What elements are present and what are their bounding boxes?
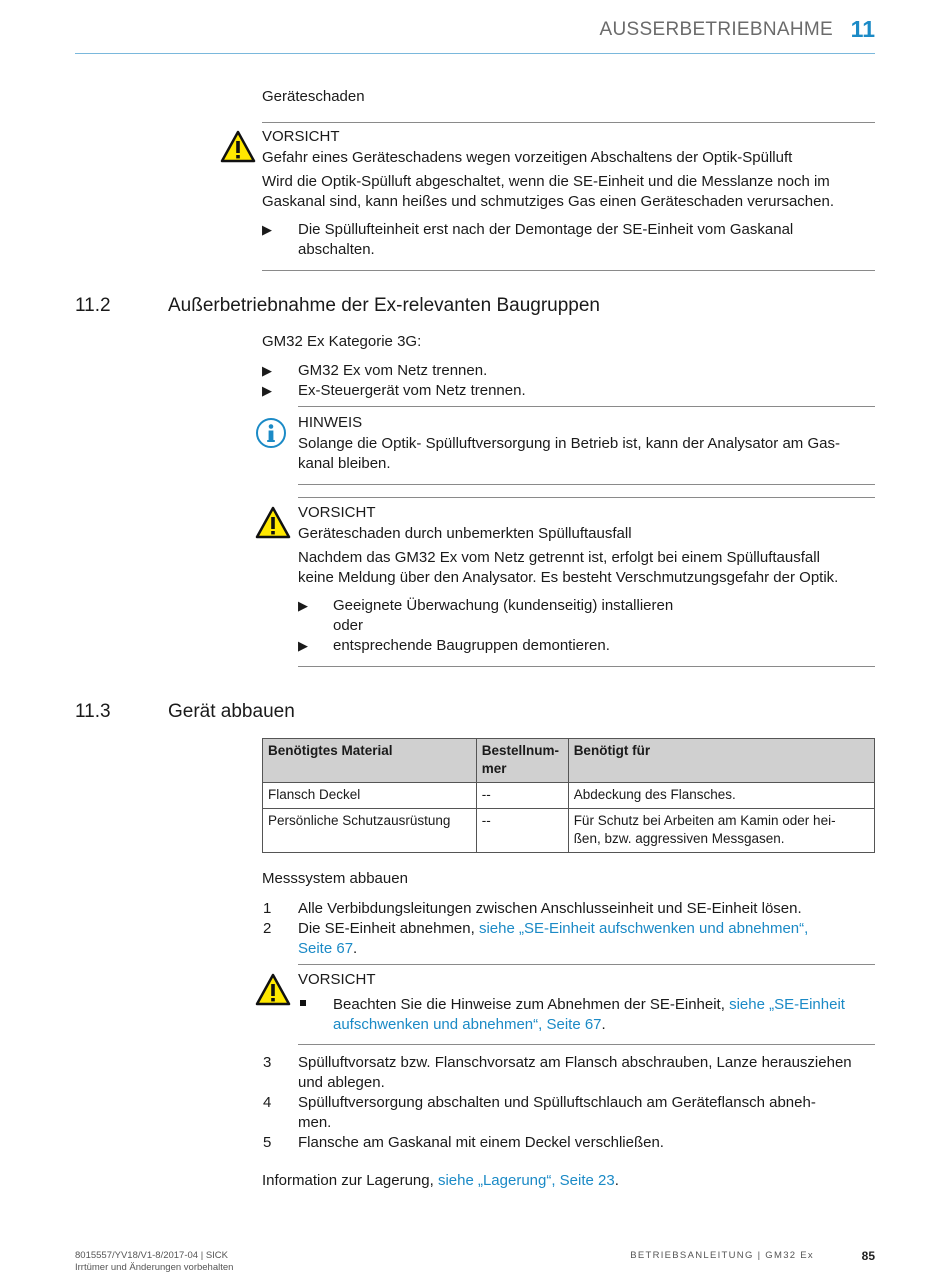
step-text: . xyxy=(353,940,358,957)
divider xyxy=(298,406,875,407)
intro-colon: : xyxy=(417,333,422,350)
subheading-geraeteschaden: Geräteschaden xyxy=(262,88,365,105)
divider xyxy=(298,964,875,965)
step-text: Die SE-Einheit abnehmen, xyxy=(298,920,479,937)
divider xyxy=(298,497,875,498)
step-number: 2 xyxy=(263,920,272,937)
subheading-messsystem: Messsystem abbauen xyxy=(262,870,408,887)
warning-triangle-icon xyxy=(255,506,291,539)
header-rule xyxy=(75,53,875,54)
numbered-step: Spülluftversorgung abschalten und Spülluftschlauch am Geräteflansch abneh- xyxy=(298,1094,816,1111)
table-cell: Abdeckung des Flansches. xyxy=(568,783,874,809)
warning-triangle-icon xyxy=(220,130,256,163)
table-cell: -- xyxy=(476,783,568,809)
footer-doc-number: 8015557/YV18/V1-8/2017-04 | SICK xyxy=(75,1250,228,1261)
numbered-step-continued: men. xyxy=(298,1114,332,1131)
arrow-bullet-icon: ▶ xyxy=(298,598,308,613)
warning-body-line: Nachdem das GM32 Ex vom Netz getrennt ist, erfolgt bei einem Spülluftausfall xyxy=(298,549,820,566)
warning-label: VORSICHT xyxy=(298,504,376,521)
action-step: entsprechende Baugruppen demontieren. xyxy=(333,637,610,654)
section-number: 11.3 xyxy=(75,701,111,722)
divider xyxy=(298,1044,875,1045)
cross-reference-link[interactable]: aufschwenken und abnehmen“, Seite 67 xyxy=(333,1016,602,1033)
warning-body-line xyxy=(333,995,845,1015)
table-cell: Für Schutz bei Arbeiten am Kamin oder hei- ßen, bzw. aggressiven Messgasen. xyxy=(568,809,874,853)
numbered-step xyxy=(298,919,808,939)
arrow-bullet-icon: ▶ xyxy=(262,222,272,237)
divider xyxy=(262,270,875,271)
numbered-step-continued: und ablegen. xyxy=(298,1074,385,1091)
arrow-bullet-icon: ▶ xyxy=(262,363,272,378)
action-step: GM32 Ex vom Netz trennen. xyxy=(298,362,488,379)
divider xyxy=(298,666,875,667)
table-row xyxy=(263,783,875,809)
info-text: . xyxy=(614,1172,619,1189)
page-number: 85 xyxy=(861,1249,875,1263)
warning-body-line: keine Meldung über den Analysator. Es besteht Verschmutzungsgefahr der Optik. xyxy=(298,569,839,586)
table-cell: -- xyxy=(476,809,568,853)
warning-label: VORSICHT xyxy=(262,128,340,145)
warning-body-line xyxy=(333,1015,606,1035)
warning-text: Beachten Sie die Hinweise zum Abnehmen der SE-Einheit, xyxy=(333,996,730,1013)
storage-info xyxy=(262,1171,619,1191)
cross-reference-link[interactable]: siehe „SE-Einheit xyxy=(729,996,845,1013)
footer-manual-title: BETRIEBSANLEITUNG | GM32 Ex xyxy=(630,1250,814,1261)
divider xyxy=(262,122,875,123)
numbered-step: Spülluftvorsatz bzw. Flanschvorsatz am Flansch abschrauben, Lanze herausziehen xyxy=(298,1054,852,1071)
step-number: 4 xyxy=(263,1094,272,1111)
step-number: 5 xyxy=(263,1134,272,1151)
action-step: Die Spüllufteinheit erst nach der Demontage der SE-Einheit vom Gaskanal xyxy=(298,221,794,238)
warning-title: Geräteschaden durch unbemerkten Spülluftausfall xyxy=(298,525,632,542)
info-text: Information zur Lagerung, xyxy=(262,1172,438,1189)
warning-body-line: Gaskanal sind, kann heißes und schmutziges Gas einen Geräteschaden verursachen. xyxy=(262,193,834,210)
intro-text: GM32 Ex Kategorie 3G xyxy=(262,333,418,350)
chapter-title: AUSSERBETRIEBNAHME xyxy=(599,19,833,40)
cross-reference-link[interactable]: siehe „Lagerung“, Seite 23 xyxy=(437,1172,615,1189)
section-number: 11.2 xyxy=(75,295,111,316)
table-header-cell: Benötigt für xyxy=(568,739,874,783)
step-connector: oder xyxy=(333,617,364,634)
table-header-cell: Benötigtes Material xyxy=(263,739,477,783)
divider xyxy=(298,484,875,485)
note-line: kanal bleiben. xyxy=(298,455,391,472)
warning-body-line: Wird die Optik-Spülluft abgeschaltet, wenn die SE-Einheit und die Messlanze noch im xyxy=(262,173,830,190)
numbered-step: Flansche am Gaskanal mit einem Deckel verschließen. xyxy=(298,1134,664,1151)
numbered-step: Alle Verbibdungsleitungen zwischen Anschlusseinheit und SE-Einheit lösen. xyxy=(298,900,802,917)
table-header-cell: Bestellnum- mer xyxy=(476,739,568,783)
cross-reference-link[interactable]: siehe „SE-Einheit aufschwenken und abnehmen“, xyxy=(478,920,809,937)
section-intro xyxy=(262,332,421,352)
table-cell: Flansch Deckel xyxy=(263,783,477,809)
section-title: Gerät abbauen xyxy=(168,701,295,722)
table-row xyxy=(263,809,875,853)
arrow-bullet-icon: ▶ xyxy=(298,638,308,653)
warning-title: Gefahr eines Geräteschadens wegen vorzeitigen Abschaltens der Optik-Spülluft xyxy=(262,149,793,166)
footer-disclaimer: Irrtümer und Änderungen vorbehalten xyxy=(75,1262,234,1273)
note-line: Solange die Optik- Spülluftversorgung in Betrieb ist, kann der Analysator am Gas- xyxy=(298,435,840,452)
step-number: 1 xyxy=(263,900,272,917)
info-icon xyxy=(255,417,287,449)
footer-doc-info xyxy=(75,1250,233,1274)
table-header-row xyxy=(263,739,875,783)
square-bullet-icon xyxy=(300,1000,306,1006)
chapter-number: 11 xyxy=(850,16,875,42)
cross-reference-link[interactable]: Seite 67 xyxy=(298,940,354,957)
note-label: HINWEIS xyxy=(298,414,363,431)
action-step: Ex-Steuergerät vom Netz trennen. xyxy=(298,382,526,399)
section-title: Außerbetriebnahme der Ex-relevanten Baugruppen xyxy=(168,295,600,316)
material-table xyxy=(262,738,875,853)
action-step: Geeignete Überwachung (kundenseitig) installieren xyxy=(333,597,674,614)
step-number: 3 xyxy=(263,1054,272,1071)
warning-label: VORSICHT xyxy=(298,971,376,988)
table-cell: Persönliche Schutzausrüstung xyxy=(263,809,477,853)
warning-triangle-icon xyxy=(255,973,291,1006)
action-step: abschalten. xyxy=(298,241,375,258)
warning-text: . xyxy=(601,1016,606,1033)
numbered-step-continued xyxy=(298,939,357,959)
arrow-bullet-icon: ▶ xyxy=(262,383,272,398)
